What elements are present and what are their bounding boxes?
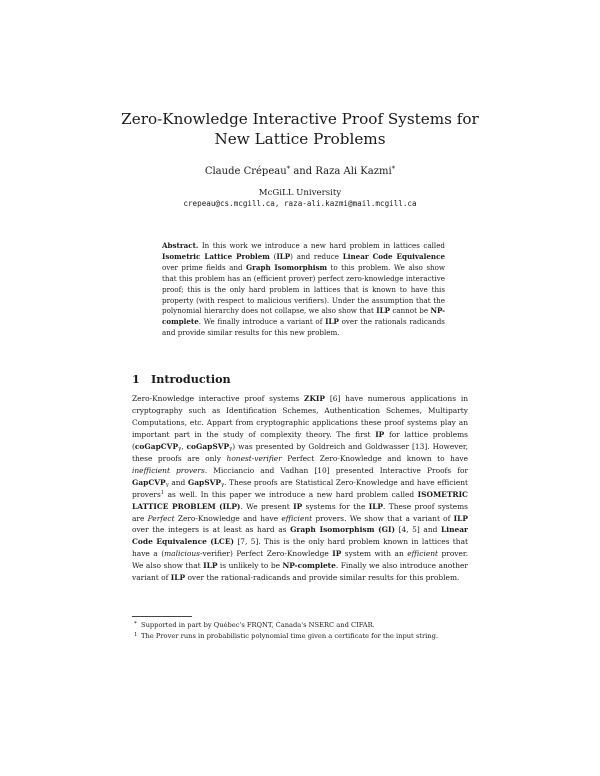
author-footnote-mark: * [286, 165, 291, 173]
term-lce-abbr: (LCE) [210, 537, 235, 547]
term-inefficient-provers: inefficient provers [132, 465, 205, 475]
author-name: Claude Crépeau [204, 166, 287, 177]
body-text: for lattice problems ( [132, 429, 468, 451]
term-ilp: ILP [170, 573, 186, 583]
abstract-text: cannot be [392, 306, 429, 316]
term-efficient: efficient [281, 513, 313, 523]
term-ilp-name: Isometric Lattice Problem [162, 251, 270, 261]
body-text: . These proofs are Statistical Zero-Knowledge and have efficient provers [132, 477, 468, 499]
term-ilp-caps: ISOMETRIC LATTICE PROBLEM [132, 489, 468, 511]
term-ip: IP [332, 549, 342, 559]
body-text: system with an [344, 549, 404, 559]
author-conjunction: and [293, 166, 313, 177]
footnote-text: The Prover runs in probabilistic polynomial time given a certificate for the input string. [141, 632, 439, 640]
author-footnote-mark: * [391, 165, 396, 173]
abstract-text: ( [273, 251, 277, 261]
body-text: [4, 5] and [398, 525, 438, 535]
term-gi: Graph Isomorphism [290, 525, 375, 535]
term-np-complete: NP-complete [162, 306, 445, 327]
title-line-1: Zero-Knowledge Interactive Proof Systems for [121, 110, 479, 128]
body-text: is unlikely to be [219, 561, 281, 571]
term-lce: Linear Code Equivalence [342, 251, 445, 261]
author-list [90, 166, 510, 177]
term-malicious: malicious [164, 549, 200, 559]
body-text: over the rational-radicands and provide similar results for this problem. [187, 573, 460, 583]
body-text: provers. We show that a variant of [315, 513, 451, 523]
term-ilp: ILP [453, 513, 468, 523]
abstract-text: ) and reduce [290, 251, 339, 261]
abstract-text: . We finally introduce a variant of [198, 317, 323, 327]
term-gapcvp: GapCVP [132, 477, 166, 487]
body-text: . We present [240, 501, 290, 511]
abstract [162, 241, 445, 339]
term-honest-verifier: honest-verifier [226, 453, 282, 463]
body-text: ) was presented by Goldreich and Goldwasser [13]. However, these proofs are only [132, 441, 468, 463]
term-cogapcvp: coGapCVP [134, 441, 179, 451]
footnote [132, 620, 468, 631]
term-ip: IP [375, 429, 385, 439]
abstract-text: over the rationals radicands and provide similar results for this new problem. [162, 317, 445, 338]
section-number: 1 [132, 372, 140, 386]
body-text: prover. We also show that [132, 549, 469, 571]
body-text: over the integers is at least as hard as [132, 525, 287, 535]
body-text: , [181, 441, 184, 451]
body-text: Perfect Zero-Knowledge and known to have [287, 453, 468, 463]
body-text: Zero-Knowledge interactive proof systems [132, 394, 300, 403]
abstract-text: In this work we introduce a new hard problem in lattices called [201, 241, 445, 250]
body-text: -verifier) Perfect Zero-Knowledge [199, 549, 329, 559]
term-ilp: ILP [325, 317, 339, 327]
footnote-mark: * [134, 621, 137, 627]
section-title: Introduction [151, 372, 231, 386]
term-np-complete: NP-complete [282, 561, 336, 571]
term-ilp: ILP [368, 501, 384, 511]
body-text: systems for the [305, 501, 366, 511]
term-ilp: (ILP) [219, 501, 241, 511]
term-efficient: efficient [407, 549, 439, 559]
subscript-gamma: γ [165, 481, 169, 488]
subscript-gamma: γ [220, 481, 225, 488]
body-text: as well. In this paper we introduce a new hard problem called [167, 489, 415, 499]
footnote-rule [132, 616, 192, 617]
body-text: Zero-Knowledge and have [177, 513, 279, 523]
body-text: . Micciancio and Vadhan [10] presented Interactive Proofs for [204, 465, 469, 475]
abstract-text: to this problem. We also show that this problem has an (efficient prover) perfect zero-knowledge interactive proof; this is the only hard problem in lattices that is known to have this property (with respect to malicious verifiers). Under the assumption that the polynomial hierarchy does not collapse, we also show that [162, 262, 445, 316]
term-ilp: ILP [276, 251, 291, 261]
term-ip: IP [293, 501, 303, 511]
body-text: and [171, 477, 186, 487]
paper-title [90, 109, 510, 149]
term-ilp: ILP [376, 306, 390, 316]
term-lce: Linear Code Equivalence [132, 525, 468, 547]
abstract-label: Abstract. [162, 241, 199, 250]
term-ilp: ILP [203, 561, 218, 571]
footnote-ref: 1 [160, 489, 165, 496]
author-emails: crepeau@cs.mcgill.ca, raza-ali.kazmi@mail.mcgill.ca [183, 199, 417, 208]
author-name: Raza Ali Kazmi [315, 166, 392, 177]
term-perfect: Perfect [147, 513, 175, 523]
body-text: [7, 5]. This is the only hard problem known in lattices that have a ( [132, 537, 468, 559]
footnote-text: Supported in part by Québec's FRQNT, Canada's NSERC and CIFAR. [141, 621, 375, 629]
title-line-2: New Lattice Problems [214, 130, 386, 148]
abstract-text: over prime fields and [162, 262, 243, 272]
term-zkip: ZKIP [304, 394, 325, 403]
term-gi-abbr: (GI) [378, 525, 395, 535]
affiliation: McGiLL University [258, 188, 342, 198]
term-gapsvp: GapSVP [187, 477, 221, 487]
footnote-mark: 1 [134, 632, 138, 638]
body-text: . These proof systems are [132, 501, 468, 523]
body-text: [6] have numerous applications in cryptography such as Identification Schemes, Authentication Schemes, Multiparty Computations, etc. Appart from cryptographic applications these proof systems play an important part in the study of complexity theory. The first [132, 394, 468, 439]
subscript-gamma: γ [229, 445, 233, 452]
subscript-gamma: γ [178, 445, 182, 452]
footnote [132, 631, 468, 642]
term-cogapsvp: coGapSVP [186, 441, 230, 451]
term-gi: Graph Isomorphism [246, 262, 328, 272]
section-heading [132, 372, 231, 386]
body-text: . Finally we also introduce another variant of [132, 561, 468, 583]
intro-paragraph [132, 393, 468, 584]
